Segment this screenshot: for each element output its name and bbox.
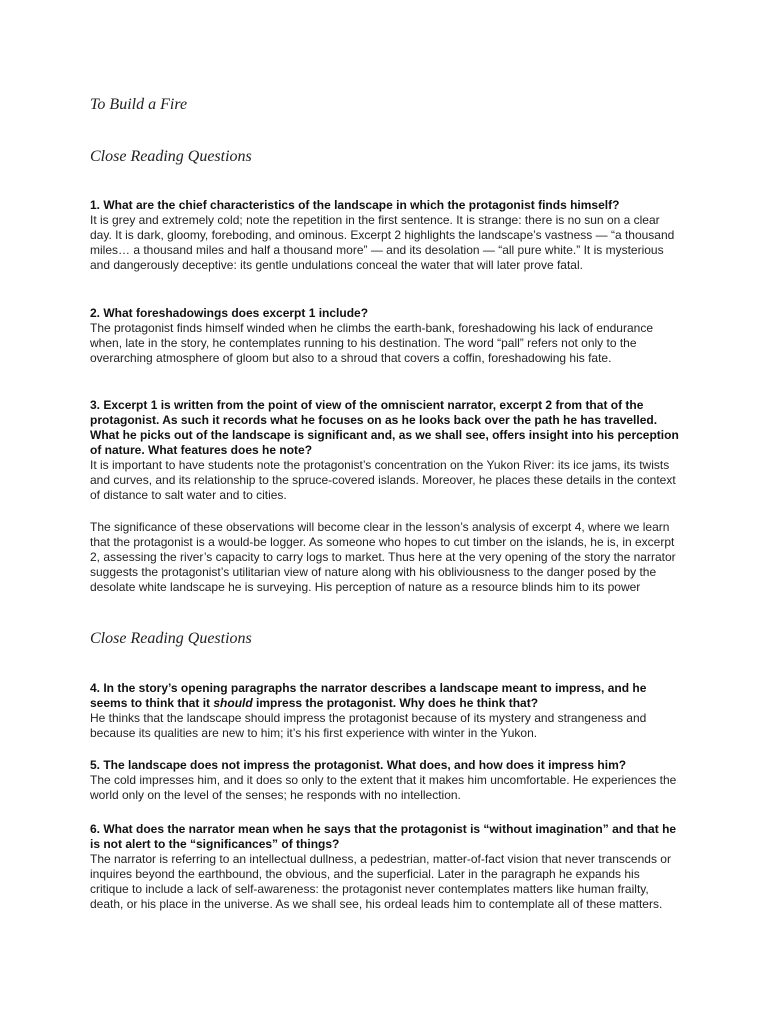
question-block-1 (90, 198, 680, 273)
answer-text: It is important to have students note the protagonist’s concentration on the Yukon River: its ice jams, its twists and curves, and its relationship to the spruce-covered islands. Moreover, he places these details in the context of distance to salt water and to cities. (90, 458, 676, 502)
question-block-2 (90, 306, 680, 366)
answer-text: It is grey and extremely cold; note the repetition in the first sentence. It is strange: there is no sun on a clear day. It is dark, gloomy, foreboding, and ominous. Excerpt 2 highlights the landscape’s vastness — “a thousand miles… a thousand miles and half a thousand more” — and its desolation — “all pure white.” It is mysterious and dangerously deceptive: its gentle undulations conceal the water that will later prove fatal. (90, 213, 675, 272)
answer-text: The significance of these observations will become clear in the lesson’s analysis of excerpt 4, where we learn that the protagonist is a would-be logger. As someone who hopes to cut timber on the islands, he is, in excerpt 2, assessing the river’s capacity to carry logs to market. Thus here at the very opening of the story the narrator suggests the protagonist’s utilitarian view of nature along with his obliviousness to the danger posed by the desolate white landscape he is surveying. His perception of nature as a resource blinds him to its power (90, 520, 676, 594)
question-text: 2. What foreshadowings does excerpt 1 include? (90, 306, 369, 320)
question-text: 6. What does the narrator mean when he says that the protagonist is “without imagination” and that he is not alert to the “significances” of things? (90, 822, 677, 851)
answer-paragraph-3b (90, 520, 680, 595)
section-heading: Close Reading Questions (90, 630, 252, 647)
question-text-post: impress the protagonist. Why does he think that? (252, 696, 539, 710)
question-block-5 (90, 758, 680, 803)
question-emphasis: should (213, 696, 253, 710)
answer-text: The protagonist finds himself winded when he climbs the earth-bank, foreshadowing his lack of endurance when, late in the story, he contemplates running to his destination. The word “pall” refers not only to the overarching atmosphere of gloom but also to a shroud that covers a coffin, foreshadowing his fate. (90, 321, 653, 365)
question-block-3 (90, 398, 680, 503)
question-text: 1. What are the chief characteristics of the landscape in which the protagonist finds himself? (90, 198, 620, 212)
question-text: 3. Excerpt 1 is written from the point of view of the omniscient narrator, excerpt 2 from that of the protagonist. As such it records what he focuses on as he looks back over the path he has travelled. What he picks out of the landscape is significant and, as we shall see, offers insight into his perception of nature. What features does he note? (90, 398, 679, 457)
answer-text: The cold impresses him, and it does so only to the extent that it makes him uncomfortable. He experiences the world only on the level of the senses; he responds with no intellection. (90, 773, 677, 802)
question-text-pre: 4. In the story’s opening paragraphs the narrator describes a landscape meant to impress, and he seems to think that it (90, 681, 647, 710)
question-block-4 (90, 681, 680, 741)
question-text: 5. The landscape does not impress the protagonist. What does, and how does it impress him? (90, 758, 627, 772)
answer-text: He thinks that the landscape should impress the protagonist because of its mystery and strangeness and because its qualities are new to him; it’s his first experience with winter in the Yukon. (90, 711, 647, 740)
question-text (90, 681, 680, 711)
answer-text: The narrator is referring to an intellectual dullness, a pedestrian, matter-of-fact vision that never transcends or inquires beyond the earthbound, the obvious, and the superficial. Later in the paragraph he expands his critique to include a lack of self-awareness: the protagonist never contemplates matters like human frailty, death, or his place in the universe. As we shall see, his ordeal leads him to contemplate all of these matters. (90, 852, 671, 911)
section-heading: Close Reading Questions (90, 148, 252, 165)
document-title: To Build a Fire (90, 96, 188, 113)
question-block-6 (90, 822, 680, 912)
